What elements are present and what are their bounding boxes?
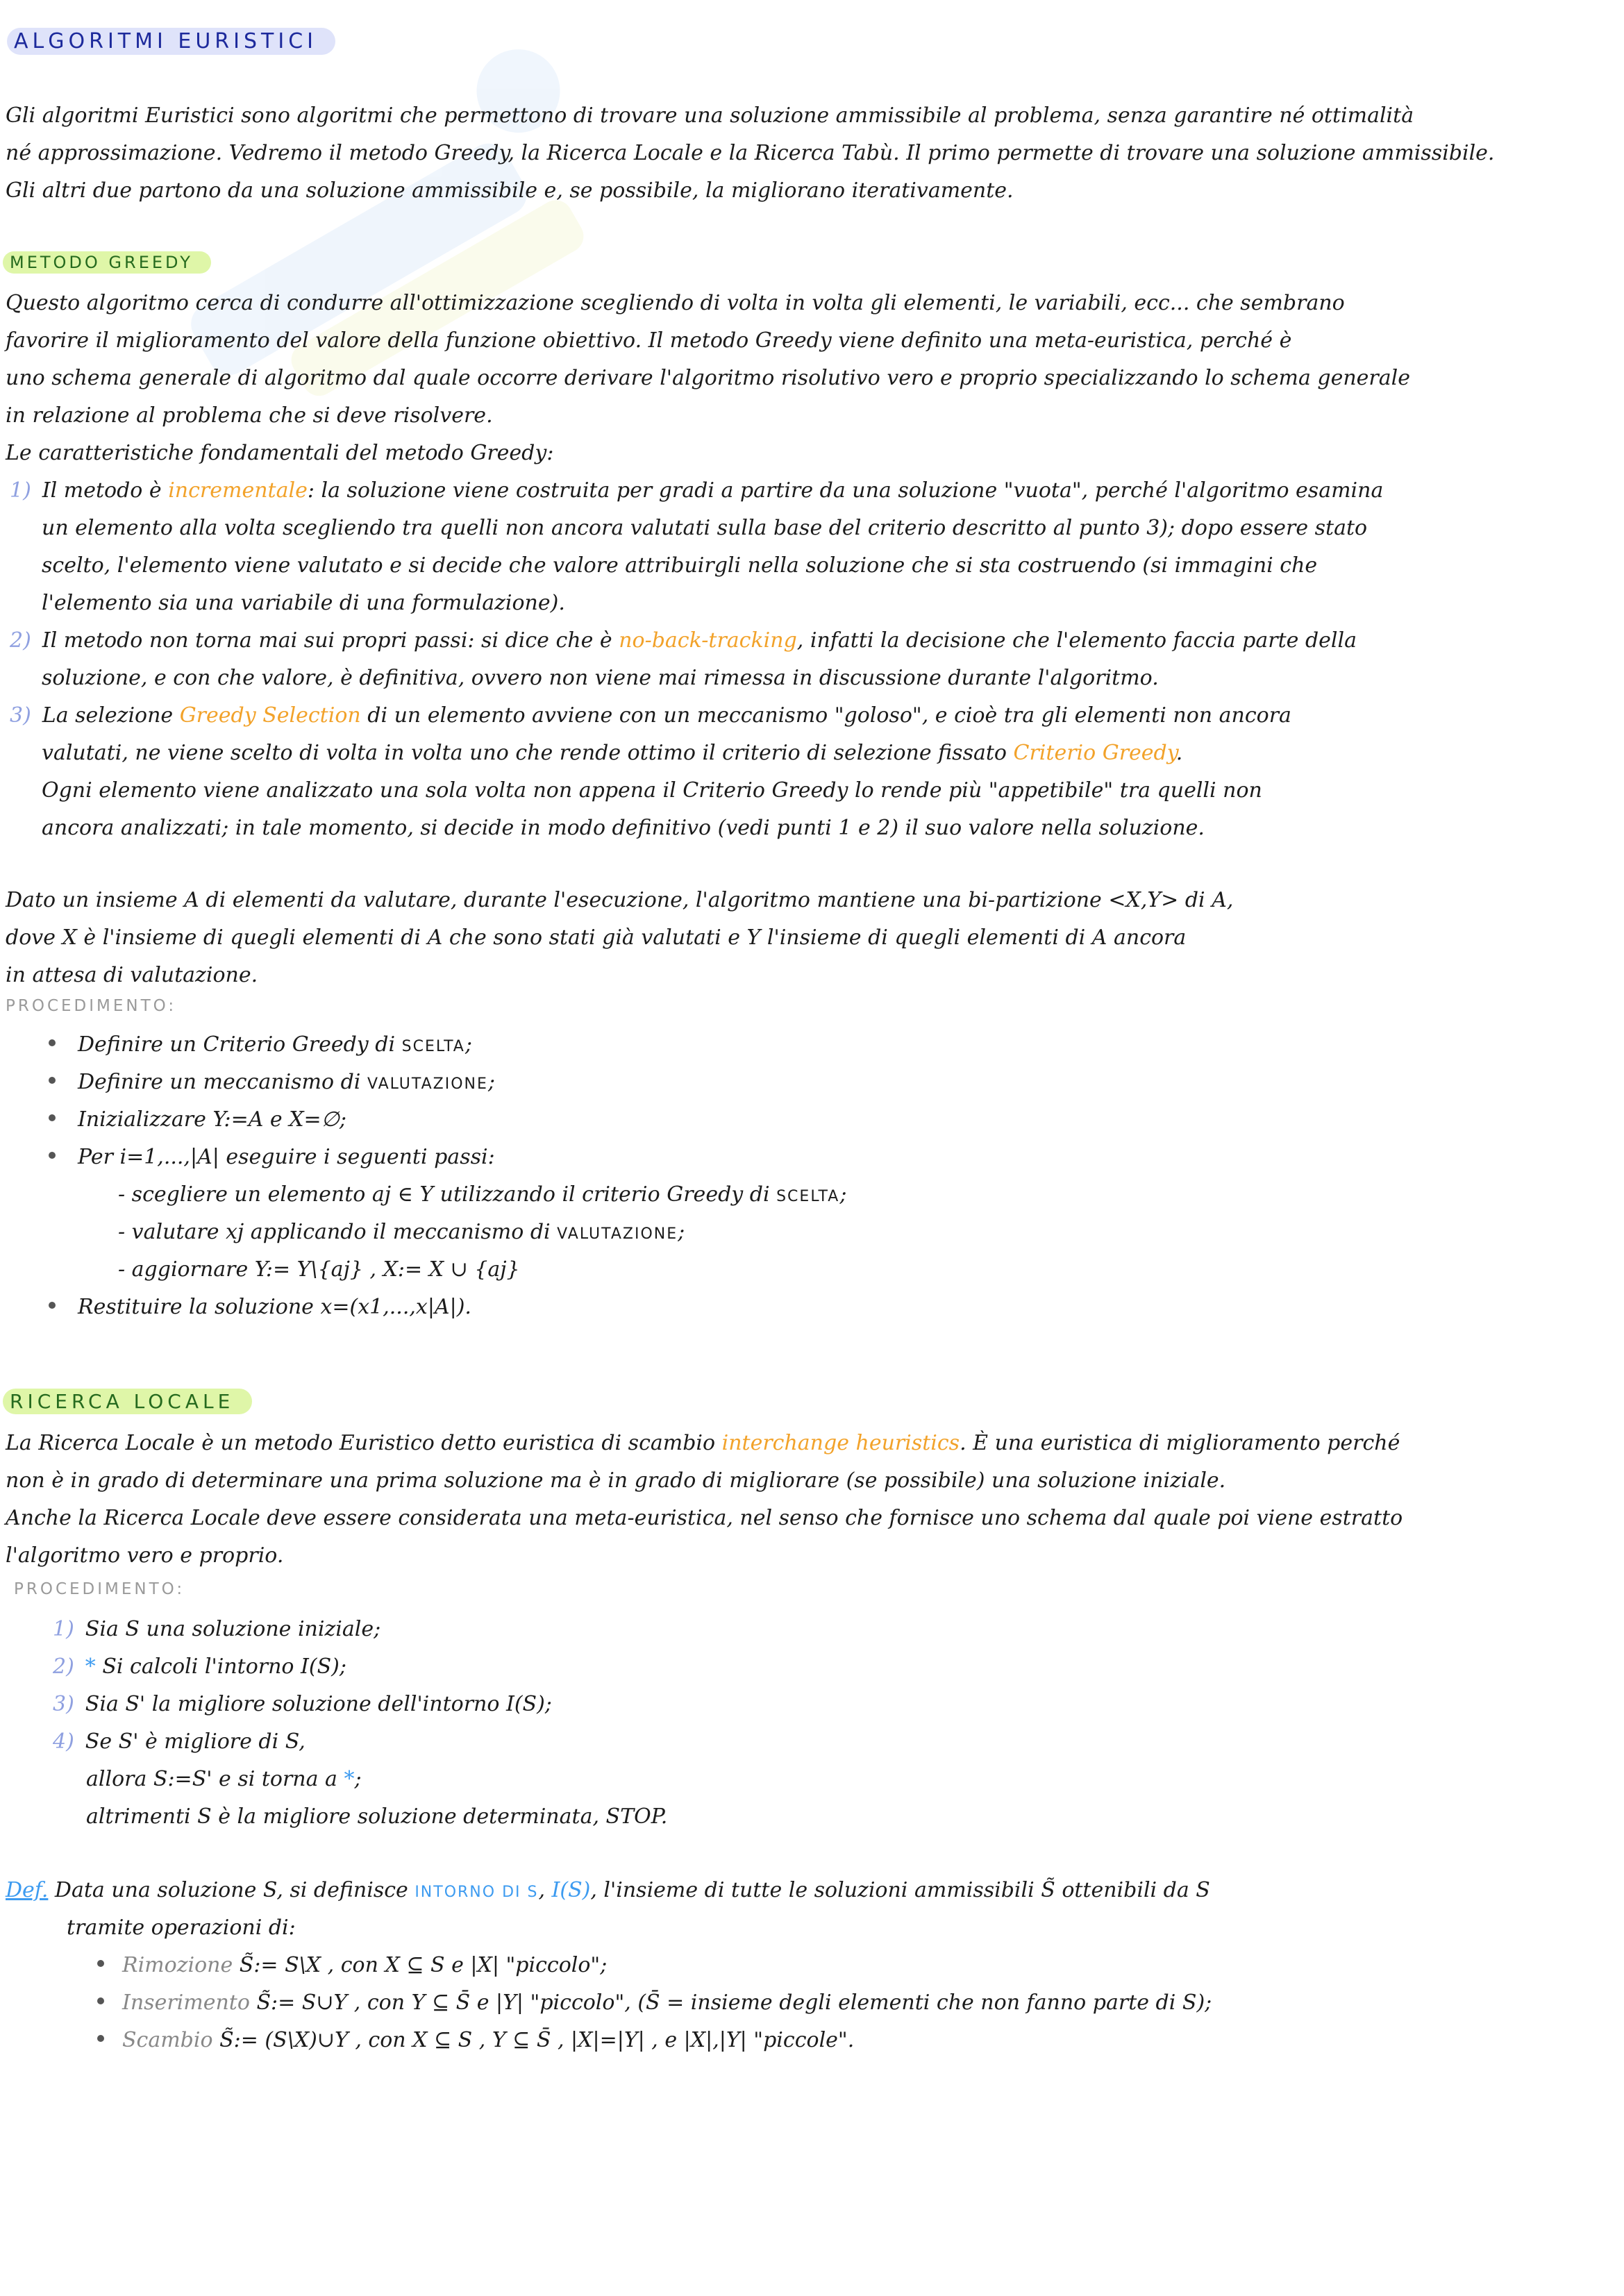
definition-label: Def. <box>6 1878 49 1902</box>
local-para-line-1: La Ricerca Locale è un metodo Euristico detto euristica di scambio interchange heuristics. È una euristica di miglioramento perché <box>6 1431 1400 1455</box>
bullet-dot <box>49 1077 56 1084</box>
intorno-highlight: INTORNO DI S <box>415 1884 539 1901</box>
bullet-dot <box>97 2035 104 2042</box>
local-step-4b: altrimenti S è la migliore soluzione determinata, STOP. <box>86 1804 668 1829</box>
operation-removal: Rimozione S̃:= S\X , con X ⊆ S e |X| "piccolo"; <box>122 1953 608 1977</box>
operation-swap: Scambio S̃:= (S\X)∪Y , con X ⊆ S , Y ⊆ S̄ , |X|=|Y| , e |X|,|Y| "piccole". <box>122 2028 855 2052</box>
star-marker: * <box>85 1654 96 1679</box>
definition-line-1: Def. Data una soluzione S, si definisce INTORNO DI S, I(S), l'insieme di tutte le soluzioni ammissibili S̃ ottenibili da S <box>6 1878 1210 1902</box>
definition-line-2: tramite operazioni di: <box>67 1916 296 1940</box>
page-title: ALGORITMI EURISTICI <box>7 28 335 55</box>
feature-2-number: 2) <box>10 628 31 653</box>
local-procedure-label: PROCEDIMENTO: <box>14 1580 185 1598</box>
no-back-tracking-highlight: no-back-tracking <box>619 628 797 653</box>
greedy-para-line-3: uno schema generale di algoritmo dal quale occorre derivare l'algoritmo risolutivo vero e proprio specializzando lo schema generale <box>6 366 1411 390</box>
feature-1-line-1: 1) Il metodo è incrementale: la soluzione viene costruita per gradi a partire da una soluzione "vuota", perché l'algoritmo esamina <box>10 478 1384 503</box>
greedy-step-2: Definire un meccanismo di VALUTAZIONE; <box>78 1070 496 1094</box>
feature-3-line-1: 3) La selezione Greedy Selection di un elemento avviene con un meccanismo "goloso", e cioè tra gli elementi non ancora <box>10 703 1291 728</box>
feature-1-line-2: un elemento alla volta scegliendo tra quelli non ancora valutati sulla base del criterio descritto al punto 3); dopo essere stato <box>42 516 1368 540</box>
greedy-para-line-2: favorire il miglioramento del valore della funzione obiettivo. Il metodo Greedy viene definito una meta-euristica, perché è <box>6 328 1292 353</box>
greedy-step-1: Definire un Criterio Greedy di SCELTA; <box>78 1032 472 1057</box>
local-search-heading: RICERCA LOCALE <box>3 1389 252 1414</box>
bullet-dot <box>49 1302 56 1309</box>
feature-2-line-2: soluzione, e con che valore, è definitiva, ovvero non viene mai rimessa in discussione durante l'algoritmo. <box>42 666 1159 690</box>
intro-line-1: Gli algoritmi Euristici sono algoritmi che permettono di trovare una soluzione ammissibile al problema, senza garantire né ottimalità <box>6 103 1414 128</box>
local-step-4a: allora S:=S' e si torna a *; <box>86 1767 362 1791</box>
feature-2-line-1: 2) Il metodo non torna mai sui propri passi: si dice che è no-back-tracking, infatti la decisione che l'elemento faccia parte della <box>10 628 1357 653</box>
greedy-step-4a: - scegliere un elemento aj ∈ Y utilizzando il criterio Greedy di SCELTA; <box>118 1182 847 1207</box>
star-marker: * <box>344 1767 355 1791</box>
intro-line-3: Gli altri due partono da una soluzione ammissibile e, se possibile, la migliorano iterativamente. <box>6 178 1014 203</box>
bullet-dot <box>97 1997 104 2004</box>
bullet-dot <box>49 1114 56 1121</box>
bullet-dot <box>97 1960 104 1967</box>
bullet-dot <box>49 1152 56 1159</box>
greedy-step-3: Inizializzare Y:=A e X=∅; <box>78 1107 346 1132</box>
local-step-1: 1) Sia S una soluzione iniziale; <box>53 1617 381 1641</box>
local-step-3: 3) Sia S' la migliore soluzione dell'intorno I(S); <box>53 1692 552 1716</box>
operation-insertion: Inserimento S̃:= S∪Y , con Y ⊆ S̄ e |Y| "piccolo", (S̄ = insieme degli elementi che non fanno parte di S); <box>122 1991 1212 2015</box>
local-para-line-3: Anche la Ricerca Locale deve essere considerata una meta-euristica, nel senso che fornisce uno schema dal quale poi viene estratto <box>6 1506 1403 1530</box>
local-step-2: 2) * Si calcoli l'intorno I(S); <box>53 1654 346 1679</box>
greedy-para-line-1: Questo algoritmo cerca di condurre all'ottimizzazione scegliendo di volta in volta gli elementi, le variabili, ecc... che sembrano <box>6 291 1345 315</box>
greedy-para-line-4: in relazione al problema che si deve risolvere. <box>6 403 493 428</box>
feature-3-line-4: ancora analizzati; in tale momento, si decide in modo definitivo (vedi punti 1 e 2) il suo valore nella soluzione. <box>42 816 1205 840</box>
interchange-heuristics-highlight: interchange heuristics <box>721 1431 960 1455</box>
feature-3-line-3: Ogni elemento viene analizzato una sola volta non appena il Criterio Greedy lo rende più "appetibile" tra quelli non <box>42 778 1262 803</box>
greedy-heading: METODO GREEDY <box>3 251 211 274</box>
local-step-4: 4) Se S' è migliore di S, <box>53 1729 305 1754</box>
feature-3-line-2: valutati, ne viene scelto di volta in volta uno che rende ottimo il criterio di selezione fissato Criterio Greedy. <box>42 741 1183 765</box>
feature-3-number: 3) <box>10 703 31 728</box>
greedy-procedure-label: PROCEDIMENTO: <box>6 997 177 1015</box>
partition-line-3: in attesa di valutazione. <box>6 963 258 987</box>
intro-line-2: né approssimazione. Vedremo il metodo Greedy, la Ricerca Locale e la Ricerca Tabù. Il primo permette di trovare una soluzione ammissibile. <box>6 141 1495 165</box>
greedy-selection-highlight: Greedy Selection <box>179 703 361 728</box>
partition-line-2: dove X è l'insieme di quegli elementi di A che sono stati già valutati e Y l'insieme di quegli elementi di A ancora <box>6 925 1187 950</box>
feature-1-line-4: l'elemento sia una variabile di una formulazione). <box>42 591 565 615</box>
feature-1-line-3: scelto, l'elemento viene valutato e si decide che valore attribuirgli nella soluzione che si sta costruendo (si immagini che <box>42 553 1318 578</box>
bullet-dot <box>49 1039 56 1046</box>
local-para-line-2: non è in grado di determinare una prima soluzione ma è in grado di migliorare (se possibile) una soluzione iniziale. <box>6 1468 1226 1493</box>
feature-1-number: 1) <box>10 478 31 503</box>
greedy-step-5: Restituire la soluzione x=(x1,...,x|A|). <box>78 1295 471 1319</box>
greedy-features-intro: Le caratteristiche fondamentali del metodo Greedy: <box>6 441 554 465</box>
greedy-step-4c: - aggiornare Y:= Y\{aj} , X:= X ∪ {aj} <box>118 1257 520 1282</box>
local-para-line-4: l'algoritmo vero e proprio. <box>6 1543 284 1568</box>
incrementale-highlight: incrementale <box>168 478 308 503</box>
criterio-greedy-highlight: Criterio Greedy <box>1013 741 1176 765</box>
partition-line-1: Dato un insieme A di elementi da valutare, durante l'esecuzione, l'algoritmo mantiene una bi-partizione <X,Y> di A, <box>6 888 1234 912</box>
greedy-step-4: Per i=1,...,|A| eseguire i seguenti passi: <box>78 1145 495 1169</box>
greedy-step-4b: - valutare xj applicando il meccanismo di VALUTAZIONE; <box>118 1220 685 1244</box>
